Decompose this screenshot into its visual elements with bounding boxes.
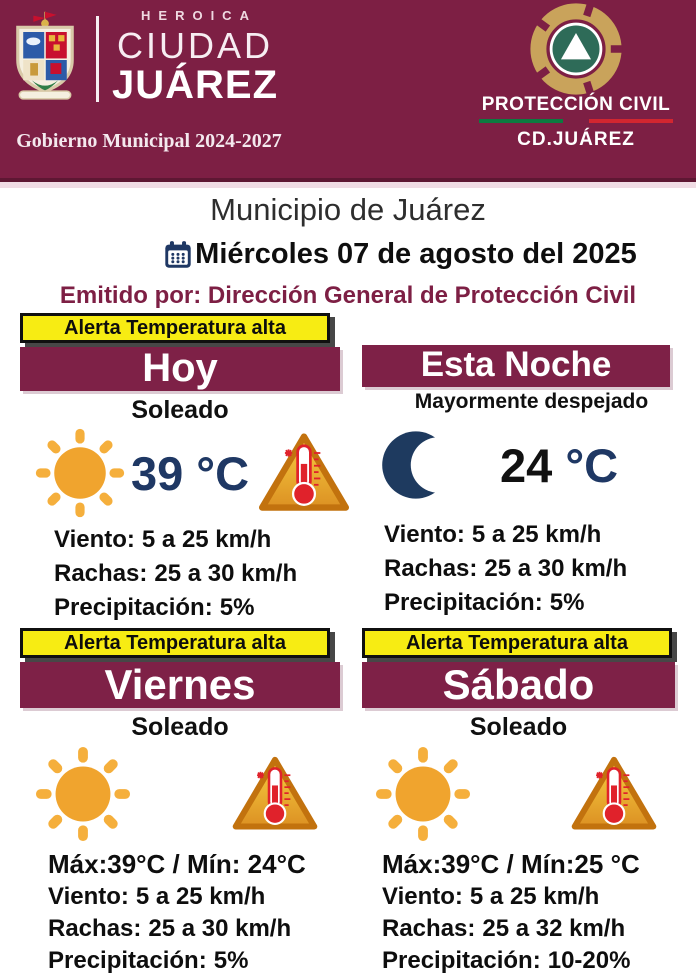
- stat-viento: Viento: 5 a 25 km/h: [54, 526, 272, 553]
- sun-icon: [34, 745, 132, 843]
- stat-rachas: Rachas: 25 a 32 km/h: [382, 915, 626, 942]
- stat-viento: Viento: 5 a 25 km/h: [384, 521, 602, 548]
- juarez-coat-of-arms-icon: [10, 4, 80, 116]
- icon-row: [362, 744, 675, 844]
- icon-row: [20, 744, 340, 844]
- proteccion-civil-emblem-icon: [529, 2, 623, 96]
- forecast-card-viernes: [20, 628, 340, 977]
- alert-banner: Alerta Temperatura alta: [362, 628, 672, 658]
- temperature-value: 39 °C: [130, 446, 250, 500]
- alert-banner: Alerta Temperatura alta: [20, 628, 330, 658]
- stat-precipitacion: Precipitación: 5%: [54, 594, 255, 621]
- calendar-icon: [163, 240, 193, 270]
- cd-juarez-label: CD.JUÁREZ: [517, 129, 635, 150]
- moon-icon: [378, 423, 462, 507]
- thermometer-warning-icon: [254, 427, 354, 519]
- forecast-card-esta-noche: [362, 345, 675, 620]
- condition-label: Soleado: [469, 713, 568, 741]
- forecast-card-sabado: [362, 628, 675, 977]
- stats-list: [362, 848, 675, 977]
- thermometer-warning-icon: [567, 750, 661, 838]
- juarez-label: JUÁREZ: [111, 63, 279, 107]
- proteccion-civil-label: PROTECCIÓN CIVIL: [481, 94, 671, 115]
- stat-rachas: Rachas: 25 a 30 km/h: [54, 560, 298, 587]
- condition-label: Mayormente despejado: [414, 390, 649, 413]
- header-divider: [96, 16, 99, 102]
- flag-stripes: [460, 119, 692, 123]
- day-header: Hoy: [20, 347, 340, 391]
- stats-list: [20, 523, 340, 625]
- stat-viento: Viento: 5 a 25 km/h: [48, 883, 266, 910]
- date-text: Miércoles 07 de agosto del 2025: [195, 238, 637, 270]
- sun-icon: [34, 427, 126, 519]
- gobierno-label: Gobierno Municipal 2024-2027: [16, 130, 282, 152]
- day-header: Esta Noche: [362, 345, 670, 387]
- page-title: Municipio de Juárez: [210, 192, 486, 227]
- stat-rachas: Rachas: 25 a 30 km/h: [48, 915, 292, 942]
- sun-icon: [374, 745, 472, 843]
- red-stripe: [589, 119, 673, 123]
- thermometer-warning-icon: [228, 750, 322, 838]
- stats-list: [20, 848, 340, 977]
- green-stripe: [479, 119, 563, 123]
- icon-row: [362, 416, 675, 514]
- condition-label: Soleado: [131, 396, 229, 424]
- icon-row: [20, 427, 354, 519]
- heroica-label: HEROICA: [141, 8, 257, 23]
- stat-precipitacion: Precipitación: 5%: [48, 947, 249, 974]
- day-header: Viernes: [20, 662, 340, 708]
- condition-label: Soleado: [131, 713, 229, 741]
- stat-viento: Viento: 5 a 25 km/h: [382, 883, 600, 910]
- temperature-value: 24 °C: [500, 438, 619, 492]
- day-header: Sábado: [362, 662, 675, 708]
- ciudad-label: CIUDAD: [116, 25, 273, 66]
- stats-list: [362, 518, 675, 620]
- stat-precipitacion: Precipitación: 5%: [384, 589, 585, 616]
- stat-rachas: Rachas: 25 a 30 km/h: [384, 555, 628, 582]
- forecast-card-hoy: [20, 313, 340, 625]
- stat-max-min: Máx:39°C / Mín:25 °C: [382, 849, 640, 879]
- stat-max-min: Máx:39°C / Mín: 24°C: [48, 849, 306, 879]
- date-line: [52, 238, 696, 271]
- proteccion-civil-block: [460, 2, 692, 151]
- header: [0, 0, 696, 182]
- stat-precipitacion: Precipitación: 10-20%: [382, 947, 631, 974]
- alert-banner: Alerta Temperatura alta: [20, 313, 330, 343]
- city-wordmark: [106, 8, 284, 108]
- issued-by-label: Emitido por: Dirección General de Protección Civil: [59, 282, 637, 309]
